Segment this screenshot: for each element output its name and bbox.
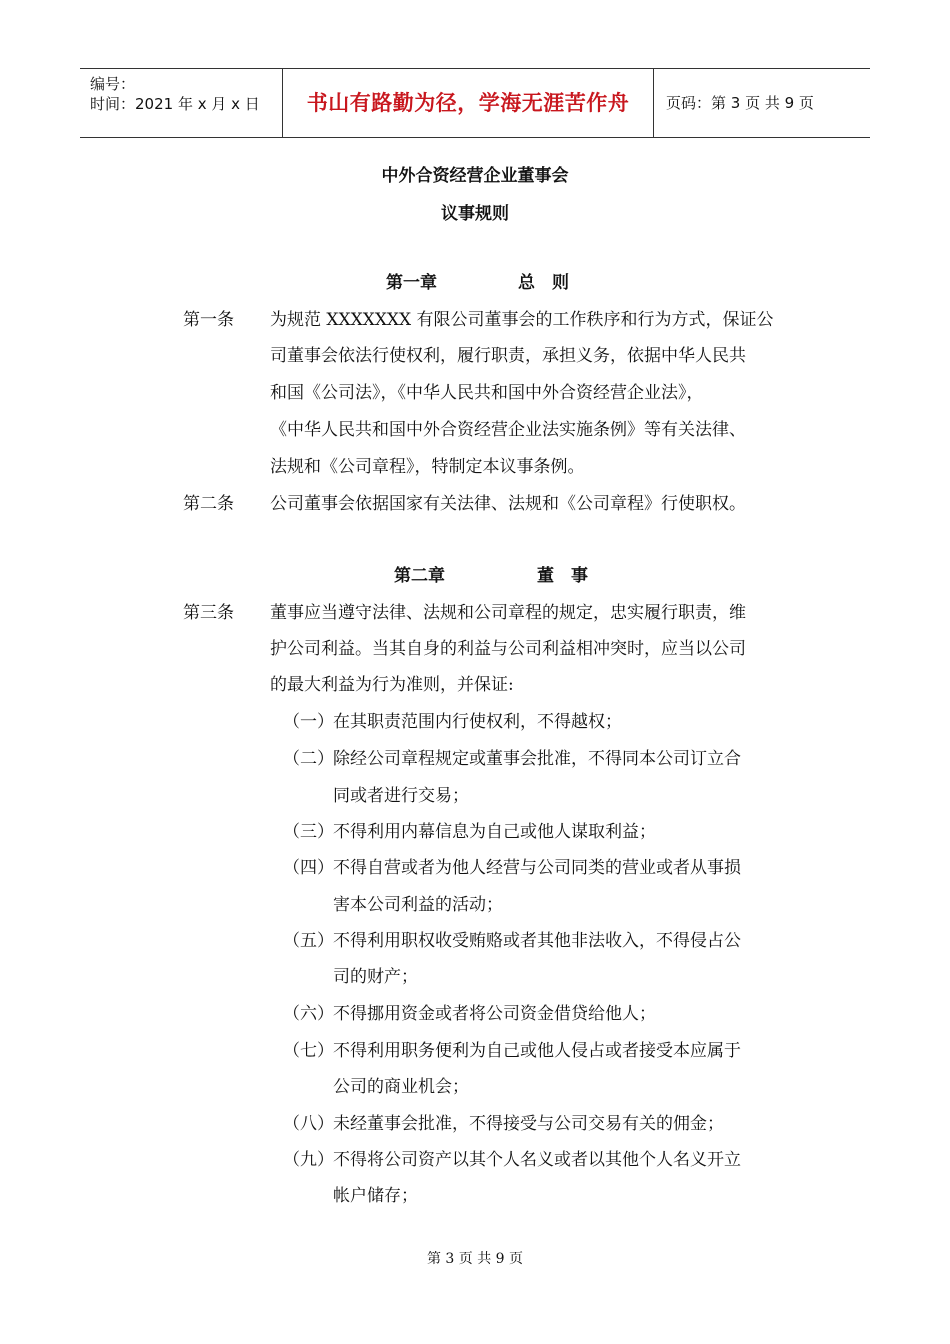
chapter2-number: 第二章	[394, 566, 445, 586]
item-text: 不得自营或者为他人经营与公司同类的营业或者从事损	[333, 858, 741, 878]
item-text: 害本公司利益的活动；	[333, 895, 503, 915]
item-text: 在其职责范围内行使权利，不得越权；	[333, 712, 622, 732]
document-title-line1: 中外合资经营企业董事会	[381, 166, 569, 186]
article3-line: 的最大利益为行为准则，并保证:	[270, 675, 514, 695]
article3-line: 护公司利益。当其自身的利益与公司利益相冲突时，应当以公司	[270, 639, 746, 659]
document-title-line2: 议事规则	[441, 204, 509, 224]
article1-line: 《中华人民共和国中外合资经营企业法实施条例》等有关法律、	[270, 420, 746, 440]
item-number: （九）	[283, 1150, 334, 1170]
item-text: 不得利用职权收受贿赂或者其他非法收入，不得侵占公	[333, 931, 741, 951]
item-number: （六）	[283, 1004, 334, 1024]
page-footer: 第 3 页 共 9 页	[426, 1251, 524, 1267]
header-left-cell	[80, 69, 282, 137]
item-text: 司的财产；	[333, 967, 418, 987]
item-text: 不得将公司资产以其个人名义或者以其他个人名义开立	[333, 1150, 741, 1170]
chapter1-number: 第一章	[386, 273, 437, 293]
item-text: 同或者进行交易；	[333, 786, 469, 806]
item-number: （五）	[283, 931, 334, 951]
article2-line: 公司董事会依据国家有关法律、法规和《公司章程》行使职权。	[270, 494, 746, 514]
item-number: （一）	[283, 712, 334, 732]
article1-line: 为规范 XXXXXXX 有限公司董事会的工作秩序和行为方式，保证公	[270, 310, 774, 330]
item-text: 公司的商业机会；	[333, 1077, 469, 1097]
document-date-label: 时间：2021 年 x 月 x 日	[90, 95, 260, 113]
item-text: 不得利用内幕信息为自己或他人谋取利益；	[333, 822, 656, 842]
item-number: （八）	[283, 1114, 334, 1134]
page-header	[80, 68, 870, 138]
item-text: 除经公司章程规定或董事会批准，不得同本公司订立合	[333, 749, 741, 769]
item-number: （七）	[283, 1041, 334, 1061]
article1-line: 司董事会依法行使权利，履行职责，承担义务，依据中华人民共	[270, 346, 746, 366]
article1-line: 和国《公司法》，《中华人民共和国中外合资经营企业法》，	[270, 383, 704, 403]
item-number: （三）	[283, 822, 334, 842]
item-text: 不得挪用资金或者将公司资金借贷给他人；	[333, 1004, 656, 1024]
document-number-label: 编号：	[90, 75, 136, 93]
chapter1-name: 总 则	[518, 273, 569, 293]
item-number: （四）	[283, 858, 334, 878]
header-motto: 书山有路勤为径，学海无涯苦作舟	[282, 69, 654, 137]
article1-line: 法规和《公司章程》，特制定本议事条例。	[270, 457, 585, 477]
item-text: 未经董事会批准，不得接受与公司交易有关的佣金；	[333, 1114, 724, 1134]
item-text: 帐户储存；	[333, 1186, 418, 1206]
article1-label: 第一条	[183, 310, 234, 330]
header-page-code: 页码：第 3 页 共 9 页	[666, 94, 814, 112]
article3-label: 第三条	[183, 603, 234, 623]
item-number: （二）	[283, 749, 334, 769]
article2-label: 第二条	[183, 494, 234, 514]
article3-line: 董事应当遵守法律、法规和公司章程的规定，忠实履行职责，维	[270, 603, 746, 623]
chapter2-name: 董 事	[537, 566, 588, 586]
item-text: 不得利用职务便利为自己或他人侵占或者接受本应属于	[333, 1041, 741, 1061]
